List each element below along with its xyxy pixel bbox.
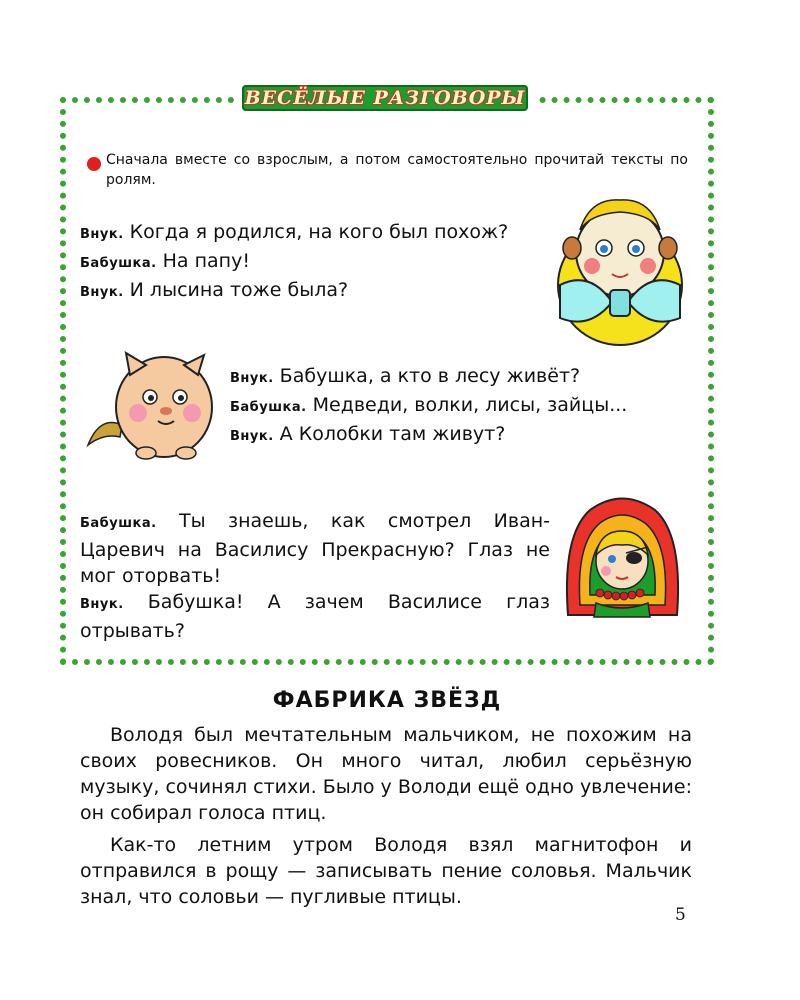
replica: И лысина тоже была? bbox=[123, 279, 349, 301]
section-banner-title: ВЕСЁЛЫЕ РАЗГОВОРЫ bbox=[244, 87, 526, 109]
story-paragraph: Как-то летним утром Володя взял магнитофон и отправился в рощу — записывать пение соловья. Мальчик знал, что соловьи — пугливые птицы. bbox=[80, 834, 692, 908]
replica: Медведи, волки, лисы, зайцы... bbox=[306, 394, 628, 416]
replica: А Колобки там живут? bbox=[273, 423, 506, 445]
kolobok-illustration bbox=[80, 345, 220, 470]
story-text bbox=[80, 722, 692, 916]
speaker: Внук. bbox=[230, 429, 274, 444]
dialogue-2 bbox=[230, 363, 627, 450]
dialogue-line bbox=[230, 363, 627, 392]
replica: Бабушка! А зачем Василисе глаз отрывать? bbox=[80, 591, 550, 642]
replica: На папу! bbox=[156, 250, 250, 272]
dialogue-line bbox=[80, 277, 508, 306]
section-banner bbox=[234, 81, 536, 115]
dialogue-line bbox=[80, 248, 508, 277]
vasilisa-illustration bbox=[560, 495, 685, 620]
page-number: 5 bbox=[675, 905, 686, 925]
dialogue-line bbox=[230, 421, 627, 450]
speaker: Внук. bbox=[80, 285, 124, 300]
replica: Когда я родился, на кого был похож? bbox=[123, 221, 509, 243]
story-title: ФАБРИКА ЗВЁЗД bbox=[272, 688, 502, 713]
speaker: Внук. bbox=[80, 227, 124, 242]
speaker: Бабушка. bbox=[230, 400, 307, 415]
speaker: Бабушка. bbox=[80, 256, 157, 271]
bullet-dot-icon bbox=[87, 157, 101, 171]
dialogue-3 bbox=[80, 508, 550, 644]
replica: Ты знаешь, как смотрел Иван-Царевич на Василису Прекрасную? Глаз не мог оторвать! bbox=[80, 510, 550, 587]
dialogue-line bbox=[80, 219, 508, 248]
dialogue-line bbox=[80, 589, 550, 644]
dialogue-line bbox=[80, 508, 550, 589]
baby-illustration bbox=[550, 190, 690, 350]
instruction-text: Сначала вместе со взрослым, а потом самостоятельно прочитай тексты по ролям. bbox=[106, 152, 688, 188]
dialogue-1 bbox=[80, 219, 508, 306]
speaker: Внук. bbox=[80, 597, 124, 612]
speaker: Внук. bbox=[230, 371, 274, 386]
speaker: Бабушка. bbox=[80, 516, 157, 531]
dialogue-line bbox=[230, 392, 627, 421]
replica: Бабушка, а кто в лесу живёт? bbox=[273, 365, 581, 387]
story-paragraph: Володя был мечтательным мальчиком, не похожим на своих ровесников. Он много читал, любил серьёзную музыку, сочинял стихи. Было у Володи ещё одно увлечение: он собирал голоса птиц. bbox=[80, 724, 692, 824]
